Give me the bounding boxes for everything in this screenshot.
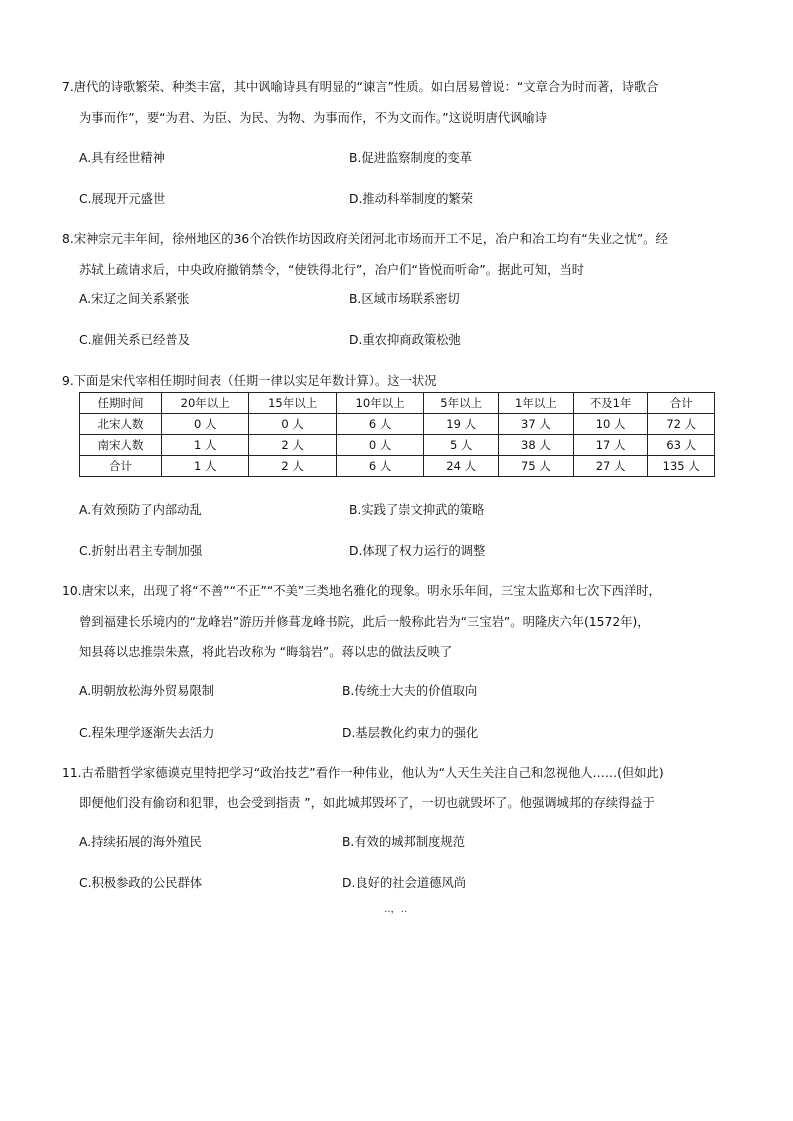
- q11-option-c: C.积极参政的公民群体: [79, 876, 203, 890]
- q7-option-a: A.具有经世精神: [79, 151, 165, 165]
- q9-stem-line1: 9.下面是宋代宰相任期时间表（任期一律以实足年数计算）。这一状况: [62, 374, 437, 388]
- table-cell: 37 人: [499, 414, 574, 435]
- table-header-cell: 5年以上: [424, 393, 499, 414]
- page-number: ‥，‥: [384, 904, 408, 915]
- q11-stem-line2: 即便他们没有偷窃和犯罪，也会受到指责 ”，如此城邦毁坏了，一切也就毁坏了。他强调城邦的存续得益于: [79, 796, 655, 810]
- table-cell: 24 人: [424, 456, 499, 477]
- table-cell: 19 人: [424, 414, 499, 435]
- q9-tenure-table: [79, 392, 715, 477]
- table-cell: 1 人: [161, 435, 248, 456]
- table-row: [80, 435, 715, 456]
- q11-option-b: B.有效的城邦制度规范: [342, 835, 466, 849]
- q10-option-c: C.程朱理学逐渐失去活力: [79, 726, 215, 740]
- table-cell: 北宋人数: [80, 414, 162, 435]
- q9-option-b: B.实践了崇文抑武的策略: [349, 503, 485, 517]
- q8-option-a: A.宋辽之间关系紧张: [79, 292, 190, 306]
- q10-option-a: A.明朝放松海外贸易限制: [79, 684, 215, 698]
- table-cell: 27 人: [573, 456, 648, 477]
- table-cell: 2 人: [249, 456, 336, 477]
- table-header-cell: 20年以上: [161, 393, 248, 414]
- table-header-cell: 10年以上: [336, 393, 423, 414]
- table-cell: 2 人: [249, 435, 336, 456]
- q8-option-d: D.重农抑商政策松弛: [349, 333, 461, 347]
- table-header-cell: 不及1年: [573, 393, 648, 414]
- table-header-row: [80, 393, 715, 414]
- table-cell: 0 人: [249, 414, 336, 435]
- table-cell: 17 人: [573, 435, 648, 456]
- q7-stem-line1: 7.唐代的诗歌繁荣、种类丰富，其中讽喻诗具有明显的“谏言”性质。如白居易曾说：“文章合为时而著，诗歌合: [62, 80, 659, 94]
- q7-option-c: C.展现开元盛世: [79, 192, 166, 206]
- q7-stem-line2: 为事而作”，要“为君、为臣、为民、为物、为事而作，不为文而作。”这说明唐代讽喻诗: [79, 111, 547, 125]
- q11-stem-line1: 11.古希腊哲学家德谟克里特把学习“政治技艺”看作一种伟业，他认为“人天生关注自己和忽视他人……(但如此): [62, 766, 664, 780]
- table-row: [80, 456, 715, 477]
- table-cell: 72 人: [648, 414, 715, 435]
- table-cell: 0 人: [336, 435, 423, 456]
- table-header-cell: 1年以上: [499, 393, 574, 414]
- q10-stem-line3: 知县蒋以忠推崇朱熹，将此岩改称为 “晦翁岩”。蒋以忠的做法反映了: [79, 645, 453, 659]
- table-cell: 135 人: [648, 456, 715, 477]
- q8-stem-line1: 8.宋神宗元丰年间，徐州地区的36个冶铁作坊因政府关闭河北市场而开工不足，冶户和冶工均有“失业之忧”。经: [62, 232, 668, 246]
- table-cell: 合计: [80, 456, 162, 477]
- q8-stem-line2: 苏轼上疏请求后，中央政府撤销禁令，“使铁得北行”，冶户们“皆悦而听命”。据此可知，当时: [79, 263, 585, 277]
- q11-option-d: D.良好的社会道德风尚: [342, 876, 467, 890]
- table-cell: 南宋人数: [80, 435, 162, 456]
- q9-option-a: A.有效预防了内部动乱: [79, 503, 202, 517]
- q10-option-b: B.传统士大夫的价值取向: [342, 684, 478, 698]
- q8-option-b: B.区域市场联系密切: [349, 292, 460, 306]
- table-header-cell: 任期时间: [80, 393, 162, 414]
- table-cell: 63 人: [648, 435, 715, 456]
- q7-option-b: B.促进监察制度的变革: [349, 151, 473, 165]
- table-cell: 75 人: [499, 456, 574, 477]
- table-cell: 5 人: [424, 435, 499, 456]
- q10-stem-line1: 10.唐宋以来，出现了将“不善”“不正”“不美”三类地名雅化的现象。明永乐年间，三宝太监郑和七次下西洋时，: [62, 584, 661, 598]
- q11-option-a: A.持续拓展的海外殖民: [79, 835, 202, 849]
- table-cell: 1 人: [161, 456, 248, 477]
- q10-stem-line2: 曾到福建长乐境内的“龙峰岩”游历并修葺龙峰书院，此后一般称此岩为“三宝岩”。明隆庆六年(1572年)，: [79, 615, 650, 629]
- table-cell: 6 人: [336, 456, 423, 477]
- q7-option-d: D.推动科举制度的繁荣: [349, 192, 474, 206]
- table-cell: 10 人: [573, 414, 648, 435]
- q9-option-c: C.折射出君主专制加强: [79, 544, 203, 558]
- table-cell: 0 人: [161, 414, 248, 435]
- table-cell: 38 人: [499, 435, 574, 456]
- table-cell: 6 人: [336, 414, 423, 435]
- q9-option-d: D.体现了权力运行的调整: [349, 544, 486, 558]
- q8-option-c: C.雇佣关系已经普及: [79, 333, 190, 347]
- table-header-cell: 合计: [648, 393, 715, 414]
- q10-option-d: D.基层教化约束力的强化: [342, 726, 479, 740]
- table-header-cell: 15年以上: [249, 393, 336, 414]
- table-row: [80, 414, 715, 435]
